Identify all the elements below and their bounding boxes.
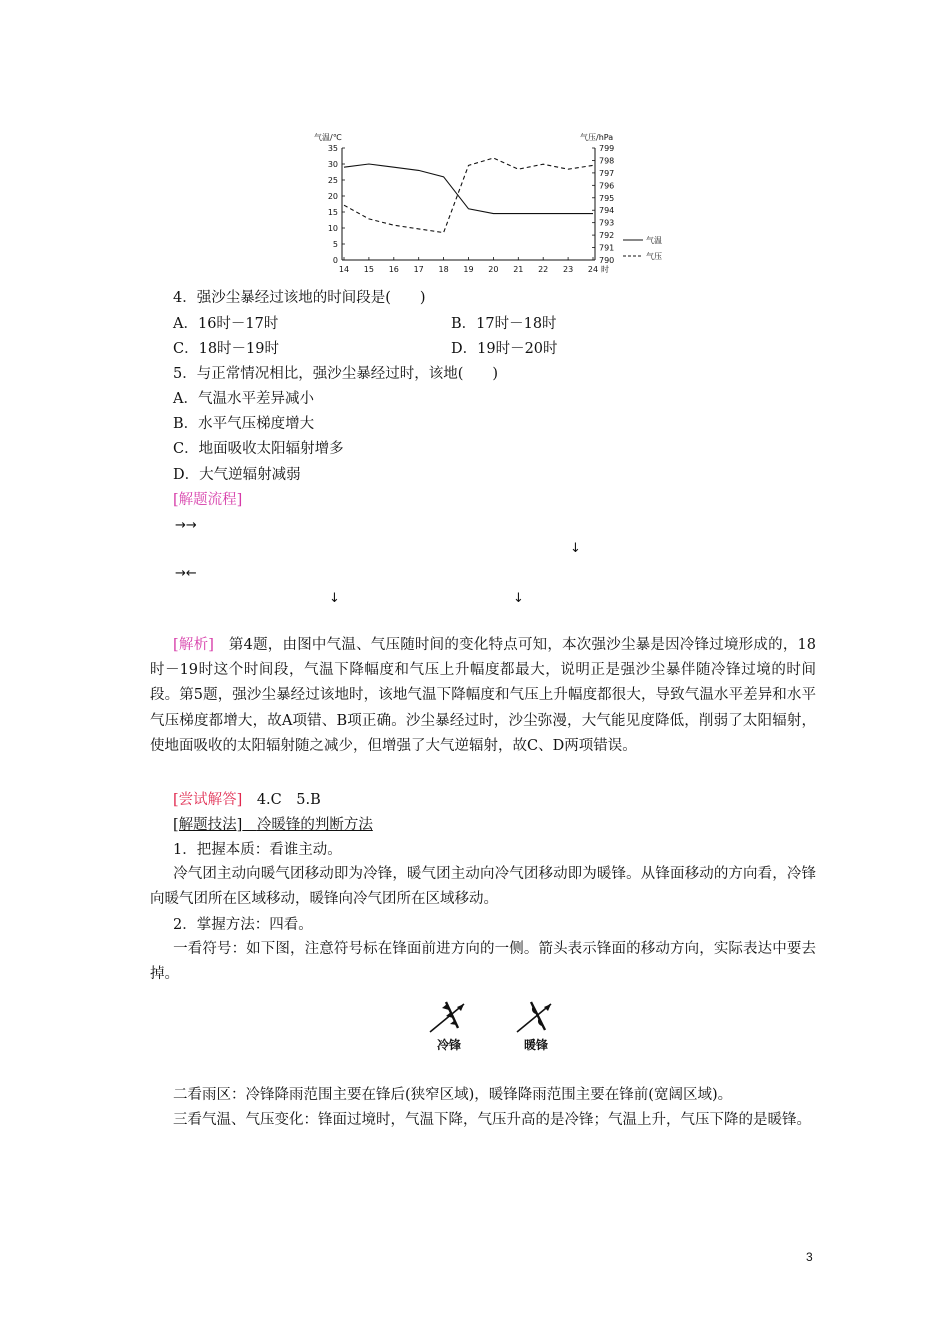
warm-front-label: 暖锋 (523, 1038, 548, 1052)
q5-option-c: C．地面吸收太阳辐射增多 (173, 441, 344, 457)
q5-option-d: D．大气逆辐射减弱 (173, 467, 301, 483)
q4-option-b: B．17时－18时 (451, 316, 557, 332)
analysis-text: 第4题，由图中气温、气压随时间的变化特点可知，本次强沙尘暴是因冷锋过境形成的，18时－19时这个时间段，气温下降幅度和气压上升幅度都最大，说明正是强沙尘暴伴随冷锋过境的时间段。第5题，强沙尘暴经过该地时，该地气温下降幅度和气压上升幅度都很大，导致气温水平差异和水平气压梯度都增大，故A项错、B项正确。沙尘暴经过时，沙尘弥漫，大气能见度降低，削弱了太阳辐射，使地面吸收的太阳辐射随之减少，但增强了大气逆辐射，故C、D两项错误。 (150, 637, 816, 754)
x-tick-label: 22 (538, 265, 549, 274)
q5-stem: 5．与正常情况相比，强沙尘暴经过时，该地( ) (173, 366, 499, 382)
right-tick-label: 799 (599, 144, 615, 153)
q5-option-b: B．水平气压梯度增大 (173, 416, 315, 432)
right-tick-label: 798 (599, 156, 615, 166)
flow-arrows-2: →← (175, 566, 197, 581)
point-3-text: 二看雨区：冷锋降雨范围主要在锋后(狭窄区域)，暖锋降雨范围主要在锋前(宽阔区域)。 (173, 1087, 733, 1103)
x-tick-label: 18 (438, 265, 449, 274)
flow-down-arrow-3: ↓ (513, 591, 524, 606)
left-tick-label: 15 (327, 208, 338, 217)
x-tick-label: 21 (513, 265, 524, 274)
method-line (173, 815, 373, 835)
x-tick-label: 14 (338, 265, 350, 274)
x-tick-label: 24 (587, 265, 599, 274)
method-tag: [解题技法] (173, 817, 243, 833)
right-tick-label: 797 (599, 168, 615, 178)
q4-option-a: A．16时－17时 (173, 316, 279, 332)
warm-front-icon (511, 998, 561, 1038)
x-tick-label: 15 (363, 265, 374, 274)
point-1-text: 冷气团主动向暖气团移动即为冷锋，暖气团主动向冷气团移动即为暖锋。从锋面移动的方向看，冷锋向暖气团所在区域移动，暖锋向冷气团所在区域移动。 (150, 866, 816, 908)
flow-title: [解题流程] (173, 492, 243, 508)
cold-front-label: 冷锋 (436, 1038, 461, 1052)
x-tick-label: 16 (388, 265, 399, 274)
left-tick-label: 20 (327, 192, 338, 201)
x-tick-label: 20 (488, 265, 499, 274)
q4-option-c: C．18时－19时 (173, 341, 279, 357)
warm-front-symbol (511, 998, 561, 1068)
left-axis-title: 气温/℃ (314, 133, 342, 142)
point-4-text: 三看气温、气压变化：锋面过境时，气温下降，气压升高的是冷锋；气温上升，气压下降的是暖锋。 (173, 1112, 811, 1128)
right-tick-label: 792 (599, 231, 615, 241)
right-tick-label: 793 (599, 218, 615, 228)
flow-down-arrow-2: ↓ (329, 591, 340, 606)
left-tick-label: 10 (327, 224, 338, 233)
left-tick-label: 5 (332, 240, 338, 249)
temp-pressure-chart (300, 128, 660, 278)
chart-svg (300, 128, 660, 278)
flow-down-arrow-1: ↓ (570, 541, 581, 556)
left-tick-label: 35 (327, 144, 338, 153)
q4-option-d: D．19时－20时 (451, 341, 558, 357)
temperature-series-line (344, 164, 593, 214)
answer-tag: [尝试解答] (173, 792, 243, 808)
legend-label: 气压 (646, 252, 662, 261)
x-tick-label: 19 (463, 265, 474, 274)
cold-front-icon (424, 998, 474, 1038)
right-axis-title: 气压/hPa (580, 133, 614, 142)
point-1-body (150, 862, 816, 912)
right-tick-label: 790 (599, 256, 615, 265)
method-title: 冷暖锋的判断方法 (256, 817, 373, 833)
point-4-body (150, 1108, 816, 1133)
right-tick-label: 795 (599, 193, 615, 203)
x-axis-unit: 时 (601, 265, 609, 274)
x-tick-label: 17 (413, 265, 424, 274)
point-2: 2．掌握方法：四看。 (173, 917, 313, 933)
point-2-body (150, 937, 816, 987)
point-3-body (150, 1083, 816, 1108)
left-tick-label: 30 (327, 160, 338, 169)
point-1: 1．把握本质：看谁主动。 (173, 842, 342, 858)
right-tick-label: 796 (599, 181, 615, 191)
analysis-tag: [解析] (173, 637, 214, 653)
right-tick-label: 791 (599, 243, 615, 253)
q5-option-a: A．气温水平差异减小 (173, 391, 314, 407)
pressure-series-line (344, 158, 593, 233)
right-tick-label: 794 (599, 206, 615, 216)
answer-text: 4.C 5.B (256, 792, 321, 808)
point-2-text: 一看符号：如下图，注意符号标在锋面前进方向的一侧。箭头表示锋面的移动方向，实际表达中要去掉。 (150, 941, 816, 983)
x-tick-label: 23 (563, 265, 574, 274)
left-tick-label: 25 (327, 176, 338, 185)
page-number: 3 (806, 1250, 813, 1264)
legend-label: 气温 (646, 236, 662, 245)
cold-front-symbol (424, 998, 474, 1068)
q4-stem: 4．强沙尘暴经过该地的时间段是( ) (173, 290, 426, 306)
analysis-paragraph (150, 633, 816, 759)
flow-arrows-1: →→ (175, 518, 197, 533)
answer-line (173, 790, 321, 810)
left-tick-label: 0 (332, 256, 338, 265)
